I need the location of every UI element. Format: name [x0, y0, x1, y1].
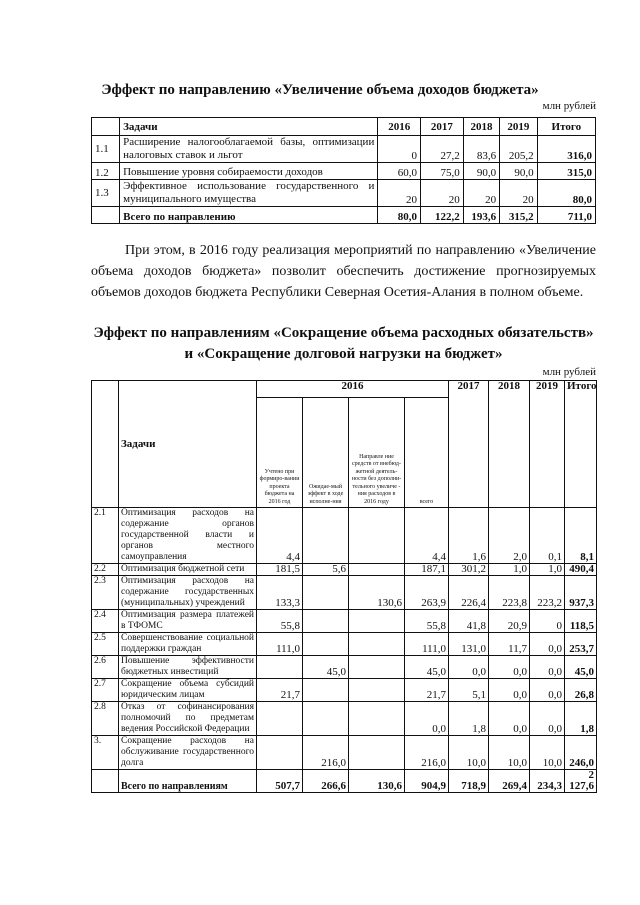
- row-number: 1.2: [92, 163, 120, 180]
- header-2017: 2017: [449, 381, 489, 508]
- cell-2018: 20: [463, 180, 499, 207]
- row-task: Повышение эффективности бюджетных инвестиций: [119, 656, 257, 679]
- cell-sum: 0,0: [405, 702, 449, 736]
- cell-2019: 234,3: [530, 770, 565, 793]
- expense-effect-table: [91, 380, 597, 793]
- cell-c: [349, 508, 405, 564]
- header-cell: 2017: [421, 118, 464, 136]
- cell-total: 45,0: [565, 656, 597, 679]
- cell-sum: 263,9: [405, 576, 449, 610]
- cell-b: 5,6: [303, 564, 349, 576]
- cell-a: 111,0: [257, 633, 303, 656]
- table-row: [92, 702, 597, 736]
- cell-c: [349, 702, 405, 736]
- row-number: 2.2: [92, 564, 119, 576]
- total-row: [92, 770, 597, 793]
- cell-2019: 0,1: [530, 508, 565, 564]
- cell-2018: 269,4: [489, 770, 530, 793]
- cell-sum: 904,9: [405, 770, 449, 793]
- cell-c: [349, 736, 405, 770]
- cell-2017: 226,4: [449, 576, 489, 610]
- cell-c: 130,6: [349, 576, 405, 610]
- cell-sum: 4,4: [405, 508, 449, 564]
- cell-2017: 20: [421, 180, 464, 207]
- cell-2017: 122,2: [421, 207, 464, 224]
- cell-b: [303, 633, 349, 656]
- cell-2019: 0,0: [530, 679, 565, 702]
- header-total: Итого: [565, 381, 597, 508]
- cell-2017: 10,0: [449, 736, 489, 770]
- cell-a: [257, 702, 303, 736]
- row-task: Оптимизация расходов на содержание государственных (муниципальных) учреждений: [119, 576, 257, 610]
- cell-total: 937,3: [565, 576, 597, 610]
- cell-2019: 0,0: [530, 702, 565, 736]
- cell-2018: 0,0: [489, 702, 530, 736]
- cell-b: [303, 679, 349, 702]
- cell-a: [257, 656, 303, 679]
- cell-total: 80,0: [537, 180, 595, 207]
- cell-2018: 0,0: [489, 679, 530, 702]
- cell-total: 490,4: [565, 564, 597, 576]
- cell-sum: 45,0: [405, 656, 449, 679]
- cell-a: 181,5: [257, 564, 303, 576]
- cell-a: 133,3: [257, 576, 303, 610]
- cell-total: 253,7: [565, 633, 597, 656]
- row-task: Расширение налогооблагаемой базы, оптимизации налоговых ставок и льгот: [120, 136, 378, 163]
- row-number: 2.4: [92, 610, 119, 633]
- cell-c: [349, 610, 405, 633]
- section1-title: Эффект по направлению «Увеличение объема доходов бюджета»: [101, 82, 539, 98]
- row-number: [92, 770, 119, 793]
- cell-c: [349, 656, 405, 679]
- cell-2016: 80,0: [378, 207, 421, 224]
- table-row: [92, 180, 596, 207]
- row-number: 2.3: [92, 576, 119, 610]
- cell-2017: 301,2: [449, 564, 489, 576]
- table-row: [92, 633, 597, 656]
- cell-2019: 205,2: [500, 136, 537, 163]
- row-task: Оптимизация бюджетной сети: [119, 564, 257, 576]
- revenue-effect-table: [91, 117, 596, 224]
- row-task: Сокращение объема субсидий юридическим лицам: [119, 679, 257, 702]
- cell-2019: 223,2: [530, 576, 565, 610]
- cell-total: 118,5: [565, 610, 597, 633]
- cell-2017: 27,2: [421, 136, 464, 163]
- table-row: [92, 136, 596, 163]
- cell-a: 55,8: [257, 610, 303, 633]
- cell-2016: 20: [378, 180, 421, 207]
- row-number: 2.8: [92, 702, 119, 736]
- row-number: [92, 207, 120, 224]
- cell-2019: 90,0: [500, 163, 537, 180]
- cell-2019: 20: [500, 180, 537, 207]
- table-row: [92, 576, 597, 610]
- cell-2018: 83,6: [463, 136, 499, 163]
- cell-2018: 223,8: [489, 576, 530, 610]
- subheader-expected: Ожидае-мый эффект в ходе исполне-ния: [303, 398, 349, 508]
- cell-sum: 55,8: [405, 610, 449, 633]
- cell-2017: 718,9: [449, 770, 489, 793]
- cell-2017: 1,8: [449, 702, 489, 736]
- subheader-budget: Учтено при формиро-вании проекта бюджета на 2016 год: [257, 398, 303, 508]
- table-header-row: [92, 381, 597, 398]
- cell-b: 266,6: [303, 770, 349, 793]
- cell-a: [257, 736, 303, 770]
- table-header-row: [92, 118, 596, 136]
- cell-total: 8,1: [565, 508, 597, 564]
- row-number: 2.5: [92, 633, 119, 656]
- cell-2019: 0,0: [530, 633, 565, 656]
- cell-2019: 315,2: [500, 207, 537, 224]
- cell-2017: 5,1: [449, 679, 489, 702]
- row-task: Оптимизация расходов на содержание органов государственной власти и органов местного самоуправления: [119, 508, 257, 564]
- cell-c: 130,6: [349, 770, 405, 793]
- cell-2017: 41,8: [449, 610, 489, 633]
- cell-2019: 10,0: [530, 736, 565, 770]
- row-number: 3.: [92, 736, 119, 770]
- header-cell: Итого: [537, 118, 595, 136]
- cell-total: 711,0: [537, 207, 595, 224]
- table-row: [92, 508, 597, 564]
- cell-2017: 1,6: [449, 508, 489, 564]
- table-row: [92, 610, 597, 633]
- header-cell: [92, 118, 120, 136]
- cell-2016: 60,0: [378, 163, 421, 180]
- cell-total: 2 127,6: [565, 770, 597, 793]
- cell-sum: 216,0: [405, 736, 449, 770]
- row-number: 2.7: [92, 679, 119, 702]
- cell-2017: 75,0: [421, 163, 464, 180]
- section1-unit: млн рублей: [542, 100, 596, 112]
- cell-b: [303, 508, 349, 564]
- body-paragraph: При этом, в 2016 году реализация мероприятий по направлению «Увеличение объема доходов бюджета» позволит обеспечить достижение прогнозируемых объемов доходов бюджета Республики Северная Осетия-Алания в полном объеме.: [91, 243, 596, 300]
- cell-2018: 193,6: [463, 207, 499, 224]
- header-cell: 2016: [378, 118, 421, 136]
- header-cell: 2019: [500, 118, 537, 136]
- table-row: [92, 679, 597, 702]
- cell-b: [303, 576, 349, 610]
- cell-2017: 0,0: [449, 656, 489, 679]
- row-task: Отказ от софинансирования полномочий по предметам ведения Российской Федерации: [119, 702, 257, 736]
- section2-title: Эффект по направлениям «Сокращение объема расходных обязательств» и «Сокращение долговой нагрузки на бюджет»: [93, 325, 594, 362]
- header-2016: 2016: [257, 381, 449, 398]
- row-number: 2.1: [92, 508, 119, 564]
- cell-c: [349, 679, 405, 702]
- cell-a: 4,4: [257, 508, 303, 564]
- total-label: Всего по направлению: [120, 207, 378, 224]
- cell-2018: 2,0: [489, 508, 530, 564]
- table-row: [92, 656, 597, 679]
- cell-sum: 111,0: [405, 633, 449, 656]
- header-cell: [92, 381, 119, 508]
- header-2019: 2019: [530, 381, 565, 508]
- cell-2017: 131,0: [449, 633, 489, 656]
- cell-2018: 10,0: [489, 736, 530, 770]
- cell-total: 315,0: [537, 163, 595, 180]
- subheader-offbudget: Направле ние средств от внебюд-жетной деятель-ности без дополни-тельного увеличе - ния расходов в 2016 году: [349, 398, 405, 508]
- header-2018: 2018: [489, 381, 530, 508]
- cell-2016: 0: [378, 136, 421, 163]
- table-row: [92, 564, 597, 576]
- total-row: [92, 207, 596, 224]
- row-task: Сокращение расходов на обслуживание государственного долга: [119, 736, 257, 770]
- cell-2018: 90,0: [463, 163, 499, 180]
- total-label: Всего по направлениям: [119, 770, 257, 793]
- cell-2019: 1,0: [530, 564, 565, 576]
- header-tasks: Задачи: [119, 381, 257, 508]
- row-number: 1.1: [92, 136, 120, 163]
- cell-sum: 187,1: [405, 564, 449, 576]
- cell-2018: 11,7: [489, 633, 530, 656]
- cell-2018: 0,0: [489, 656, 530, 679]
- cell-a: 21,7: [257, 679, 303, 702]
- cell-a: 507,7: [257, 770, 303, 793]
- cell-c: [349, 633, 405, 656]
- row-task: Совершенствование социальной поддержки граждан: [119, 633, 257, 656]
- row-task: Повышение уровня собираемости доходов: [120, 163, 378, 180]
- row-number: 1.3: [92, 180, 120, 207]
- subheader-sum: всего: [405, 398, 449, 508]
- cell-total: 26,8: [565, 679, 597, 702]
- row-task: Оптимизация размера платежей в ТФОМС: [119, 610, 257, 633]
- row-number: 2.6: [92, 656, 119, 679]
- cell-2018: 1,0: [489, 564, 530, 576]
- cell-total: 1,8: [565, 702, 597, 736]
- cell-b: 45,0: [303, 656, 349, 679]
- cell-total: 246,0: [565, 736, 597, 770]
- cell-b: [303, 702, 349, 736]
- header-cell: Задачи: [120, 118, 378, 136]
- cell-2019: 0: [530, 610, 565, 633]
- header-cell: 2018: [463, 118, 499, 136]
- cell-b: 216,0: [303, 736, 349, 770]
- cell-2018: 20,9: [489, 610, 530, 633]
- cell-total: 316,0: [537, 136, 595, 163]
- cell-sum: 21,7: [405, 679, 449, 702]
- cell-c: [349, 564, 405, 576]
- cell-2019: 0,0: [530, 656, 565, 679]
- table-row: [92, 736, 597, 770]
- row-task: Эффективное использование государственного и муниципального имущества: [120, 180, 378, 207]
- table-row: [92, 163, 596, 180]
- section2-unit: млн рублей: [542, 366, 596, 378]
- cell-b: [303, 610, 349, 633]
